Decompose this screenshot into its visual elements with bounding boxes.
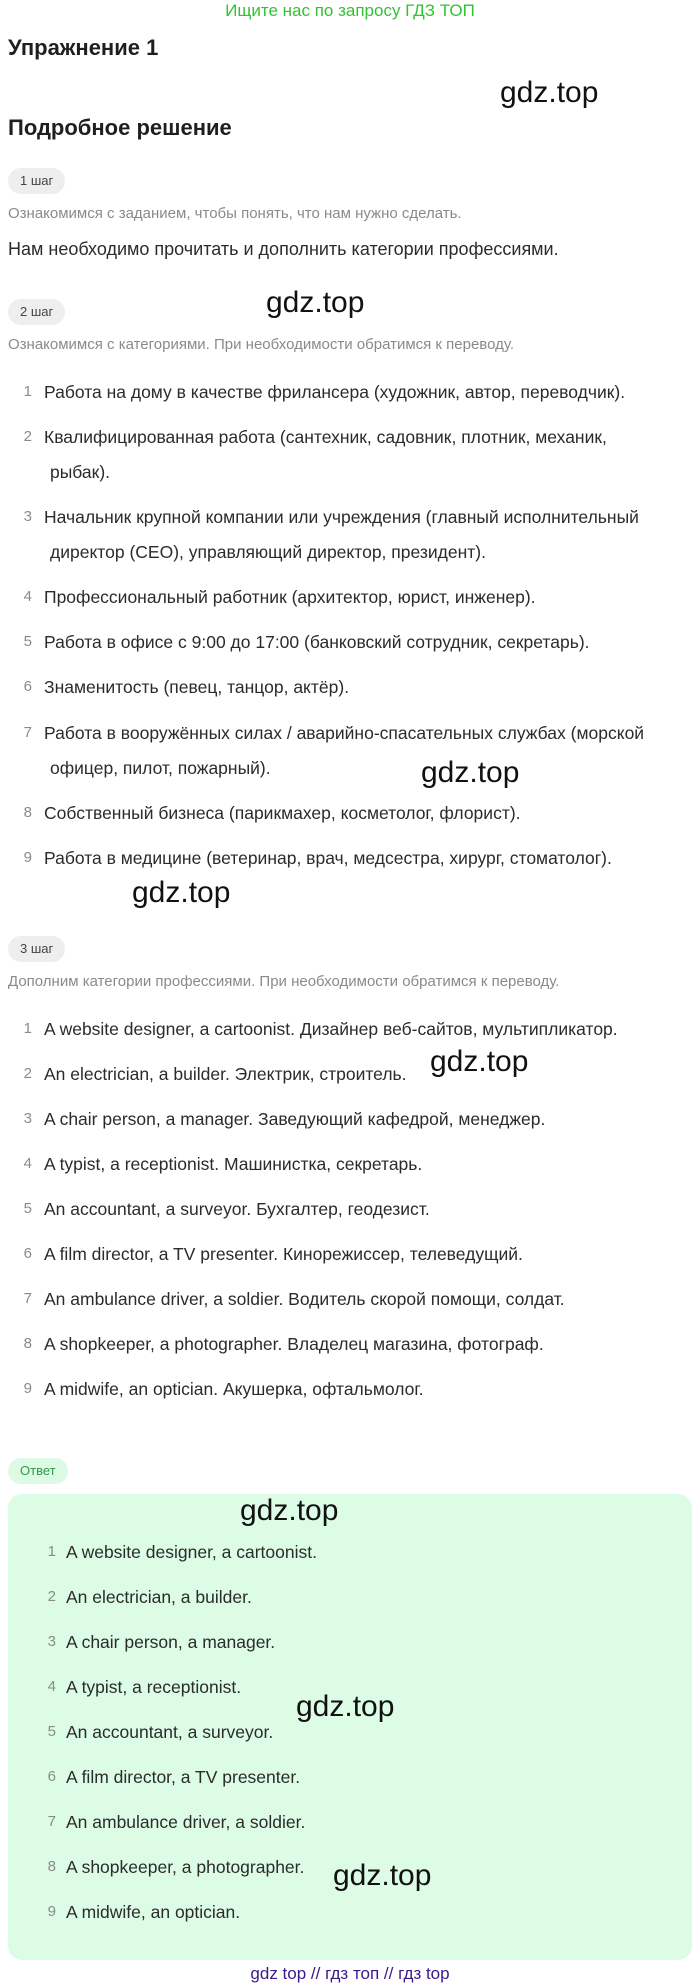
watermark: gdz.top (132, 876, 231, 909)
list-number: 7 (23, 724, 32, 741)
list-number: 8 (23, 804, 32, 821)
list-item: Квалифицированная работа (сантехник, садовник, плотник, механик, (44, 427, 607, 447)
list-number: 3 (23, 1110, 32, 1127)
watermark: gdz.top (333, 1859, 432, 1892)
list-number: 8 (23, 1335, 32, 1352)
page-title: Упражнение 1 (8, 35, 159, 60)
watermark: gdz.top (500, 76, 599, 109)
list-number: 4 (23, 588, 32, 605)
list-item: Знаменитость (певец, танцор, актёр). (44, 677, 350, 697)
list-item: Работа в вооружённых силах / аварийно-спасательных службах (морской (44, 723, 645, 743)
answer-item: A shopkeeper, a photographer. (66, 1857, 305, 1877)
list-item-continuation: рыбак). (50, 462, 111, 482)
footer-links[interactable]: gdz top // гдз топ // гдз top (250, 1964, 450, 1983)
step-hint: Ознакомимся с заданием, чтобы понять, что нам нужно сделать. (8, 205, 462, 222)
list-item: A website designer, a cartoonist. Дизайнер веб-сайтов, мультипликатор. (44, 1019, 618, 1039)
list-number: 9 (47, 1903, 56, 1920)
list-number: 4 (47, 1678, 56, 1695)
list-number: 1 (47, 1543, 56, 1560)
list-number: 3 (47, 1633, 56, 1650)
list-number: 3 (23, 508, 32, 525)
list-item: A typist, a receptionist. Машинистка, секретарь. (44, 1154, 423, 1174)
answer-item: A film director, a TV presenter. (66, 1767, 301, 1787)
step-badge: 1 шаг (8, 168, 65, 194)
list-number: 1 (23, 1020, 32, 1037)
list-number: 5 (47, 1723, 56, 1740)
list-number: 6 (23, 1245, 32, 1262)
answer-item: A website designer, a cartoonist. (66, 1542, 317, 1562)
list-number: 2 (47, 1588, 56, 1605)
list-number: 7 (47, 1813, 56, 1830)
watermark: gdz.top (430, 1045, 529, 1078)
list-number: 5 (23, 1200, 32, 1217)
list-item: Работа в медицине (ветеринар, врач, медсестра, хирург, стоматолог). (44, 848, 612, 868)
list-item: Работа в офисе с 9:00 до 17:00 (банковский сотрудник, секретарь). (44, 632, 590, 652)
list-number: 6 (47, 1768, 56, 1785)
list-number: 2 (23, 1065, 32, 1082)
list-item: A shopkeeper, a photographer. Владелец магазина, фотограф. (44, 1334, 544, 1354)
list-item: A film director, a TV presenter. Кинорежиссер, телеведущий. (44, 1244, 523, 1264)
list-number: 6 (23, 678, 32, 695)
watermark: gdz.top (296, 1690, 395, 1723)
list-item: A midwife, an optician. Акушерка, офтальмолог. (44, 1379, 424, 1399)
list-item-continuation: офицер, пилот, пожарный). (50, 758, 271, 778)
step-text: Нам необходимо прочитать и дополнить категории профессиями. (8, 239, 559, 259)
step-hint: Ознакомимся с категориями. При необходимости обратимся к переводу. (8, 336, 515, 353)
list-item: An ambulance driver, a soldier. Водитель скорой помощи, солдат. (44, 1289, 565, 1309)
answer-item: A typist, a receptionist. (66, 1677, 242, 1697)
list-number: 9 (23, 849, 32, 866)
list-item: Профессиональный работник (архитектор, юрист, инженер). (44, 587, 536, 607)
search-banner: Ищите нас по запросу ГДЗ ТОП (225, 1, 475, 20)
list-number: 7 (23, 1290, 32, 1307)
list-item: Начальник крупной компании или учреждения (главный исполнительный (44, 507, 639, 527)
answer-box (8, 1494, 692, 1960)
watermark: gdz.top (266, 286, 365, 319)
list-number: 5 (23, 633, 32, 650)
answer-item: An electrician, a builder. (66, 1587, 252, 1607)
watermark: gdz.top (421, 756, 520, 789)
list-item: An electrician, a builder. Электрик, строитель. (44, 1064, 407, 1084)
list-number: 8 (47, 1858, 56, 1875)
list-item: Собственный бизнеса (парикмахер, косметолог, флорист). (44, 803, 521, 823)
list-item: An accountant, a surveyor. Бухгалтер, геодезист. (44, 1199, 430, 1219)
answer-item: A chair person, a manager. (66, 1632, 276, 1652)
list-number: 9 (23, 1380, 32, 1397)
list-item-continuation: директор (CEO), управляющий директор, президент). (50, 542, 486, 562)
answer-badge: Ответ (8, 1458, 68, 1484)
answer-item: An accountant, a surveyor. (66, 1722, 274, 1742)
list-number: 2 (23, 428, 32, 445)
step-badge: 2 шаг (8, 299, 65, 325)
list-item: A chair person, a manager. Заведующий кафедрой, менеджер. (44, 1109, 546, 1129)
step-badge: 3 шаг (8, 936, 65, 962)
answer-item: An ambulance driver, a soldier. (66, 1812, 306, 1832)
answer-item: A midwife, an optician. (66, 1902, 241, 1922)
list-number: 1 (23, 383, 32, 400)
list-item: Работа на дому в качестве фрилансера (художник, автор, переводчик). (44, 382, 626, 402)
section-title: Подробное решение (8, 115, 232, 140)
list-number: 4 (23, 1155, 32, 1172)
step-hint: Дополним категории профессиями. При необходимости обратимся к переводу. (8, 973, 560, 990)
watermark: gdz.top (240, 1494, 339, 1527)
